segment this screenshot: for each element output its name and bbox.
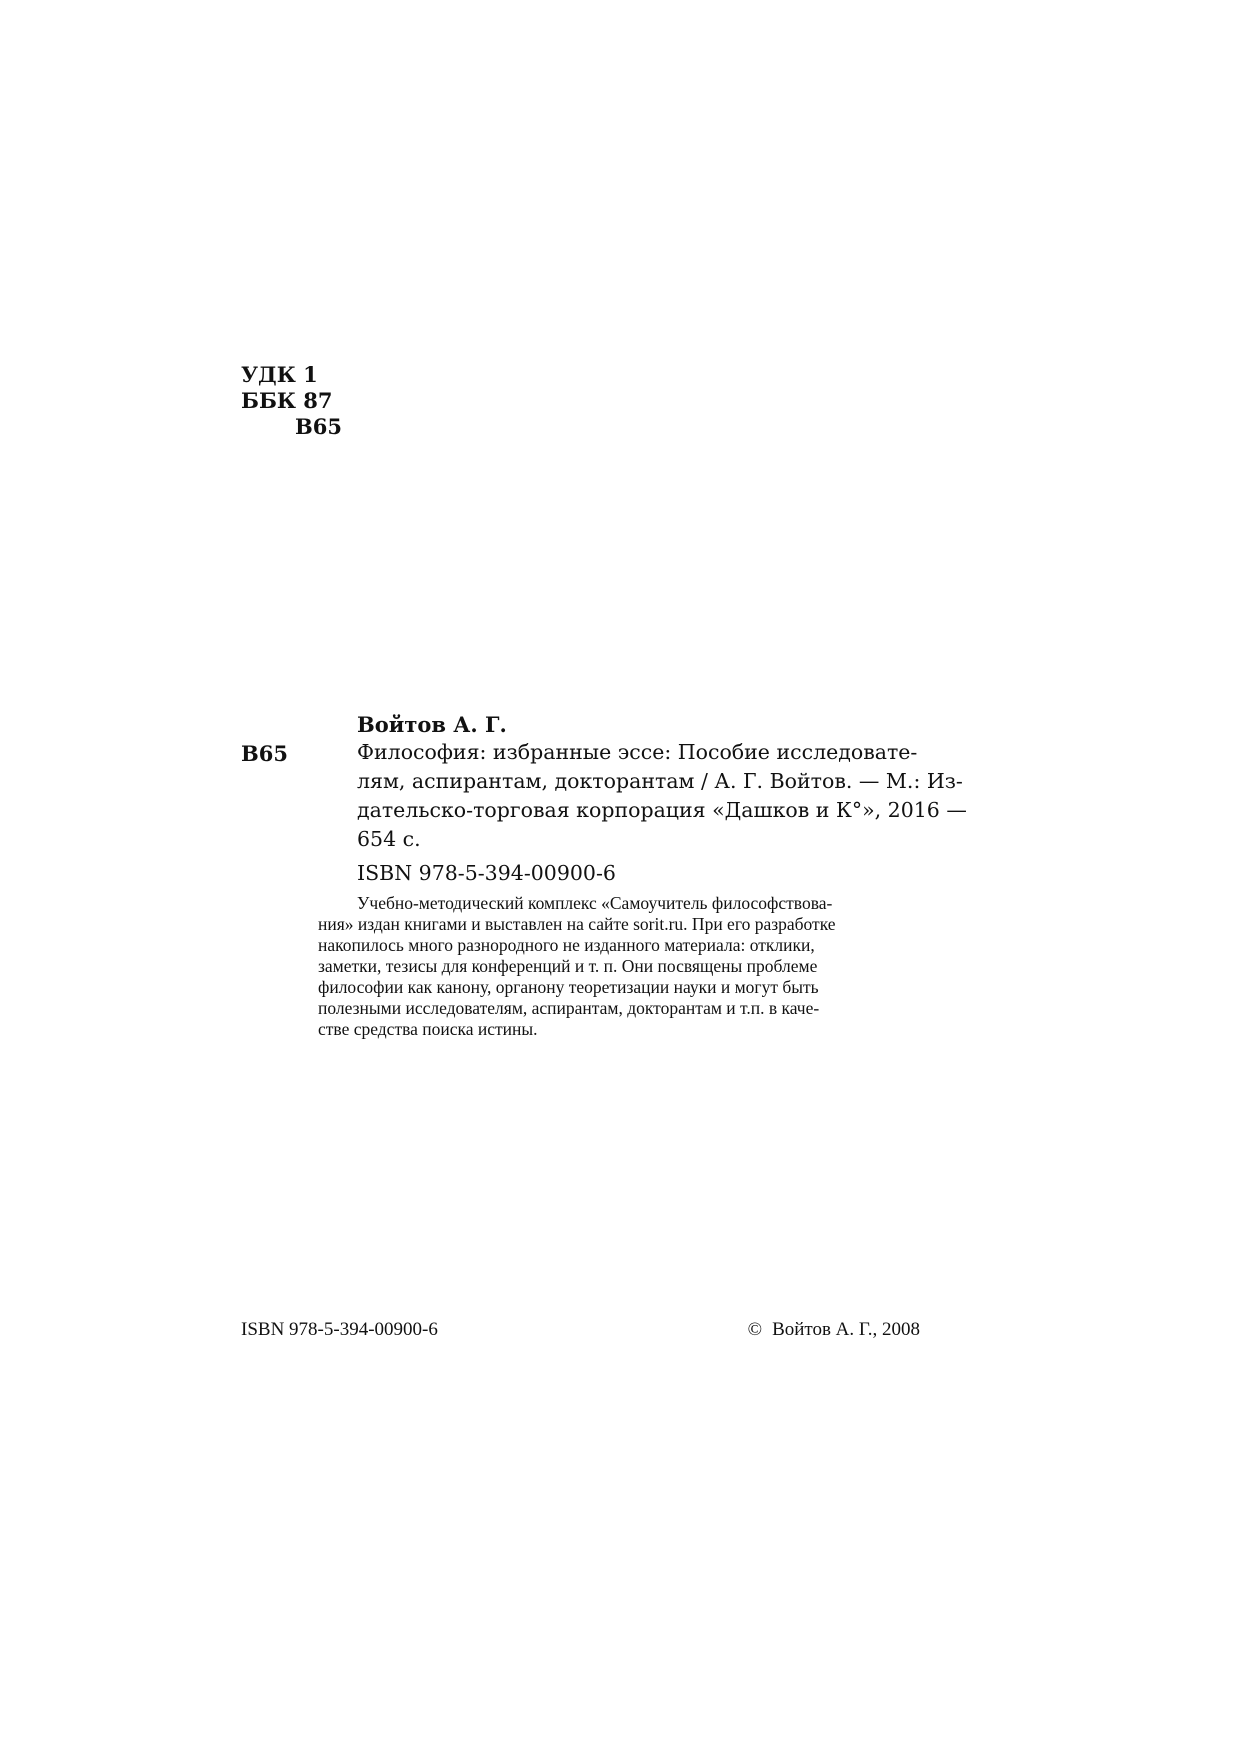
description-line: лям, аспирантам, докторантам / А. Г. Войтов. — М.: Из- bbox=[357, 769, 963, 793]
description-line: дательско-торговая корпорация «Дашков и К°», 2016 — bbox=[357, 798, 967, 822]
footer-isbn: ISBN 978-5-394-00900-6 bbox=[241, 1319, 438, 1340]
description-line: 654 с. bbox=[357, 827, 421, 851]
annotation-line: накопилось много разнородного не изданного материала: отклики, bbox=[318, 935, 815, 955]
classification-block bbox=[241, 362, 342, 440]
annotation-line: заметки, тезисы для конференций и т. п. Они посвящены проблеме bbox=[318, 956, 818, 976]
udk-code: УДК 1 bbox=[241, 362, 318, 387]
copyright-holder: Войтов А. Г., 2008 bbox=[772, 1319, 920, 1340]
entry-isbn: ISBN 978-5-394-00900-6 bbox=[357, 861, 616, 885]
bbk-code: ББК 87 bbox=[241, 388, 333, 413]
annotation-line: полезными исследователям, аспирантам, докторантам и т.п. в каче- bbox=[318, 998, 820, 1018]
copyright-notice bbox=[748, 1318, 920, 1342]
entry-author-sign: В65 bbox=[241, 741, 288, 766]
author-sign-code: В65 bbox=[295, 414, 342, 439]
author-name: Войтов А. Г. bbox=[357, 712, 507, 737]
bibliographic-description bbox=[357, 738, 967, 854]
annotation-line: ния» издан книгами и выставлен на сайте sorit.ru. При его разработке bbox=[318, 914, 836, 934]
description-line: Философия: избранные эссе: Пособие исследовате- bbox=[357, 740, 918, 764]
copyright-icon: © bbox=[747, 1319, 763, 1340]
annotation-line: Учебно-методический комплекс «Самоучитель философствова- bbox=[357, 893, 833, 913]
annotation-paragraph bbox=[318, 893, 920, 1040]
annotation-line: философии как канону, органону теоретизации науки и могут быть bbox=[318, 977, 819, 997]
annotation-line: стве средства поиска истины. bbox=[318, 1019, 538, 1039]
